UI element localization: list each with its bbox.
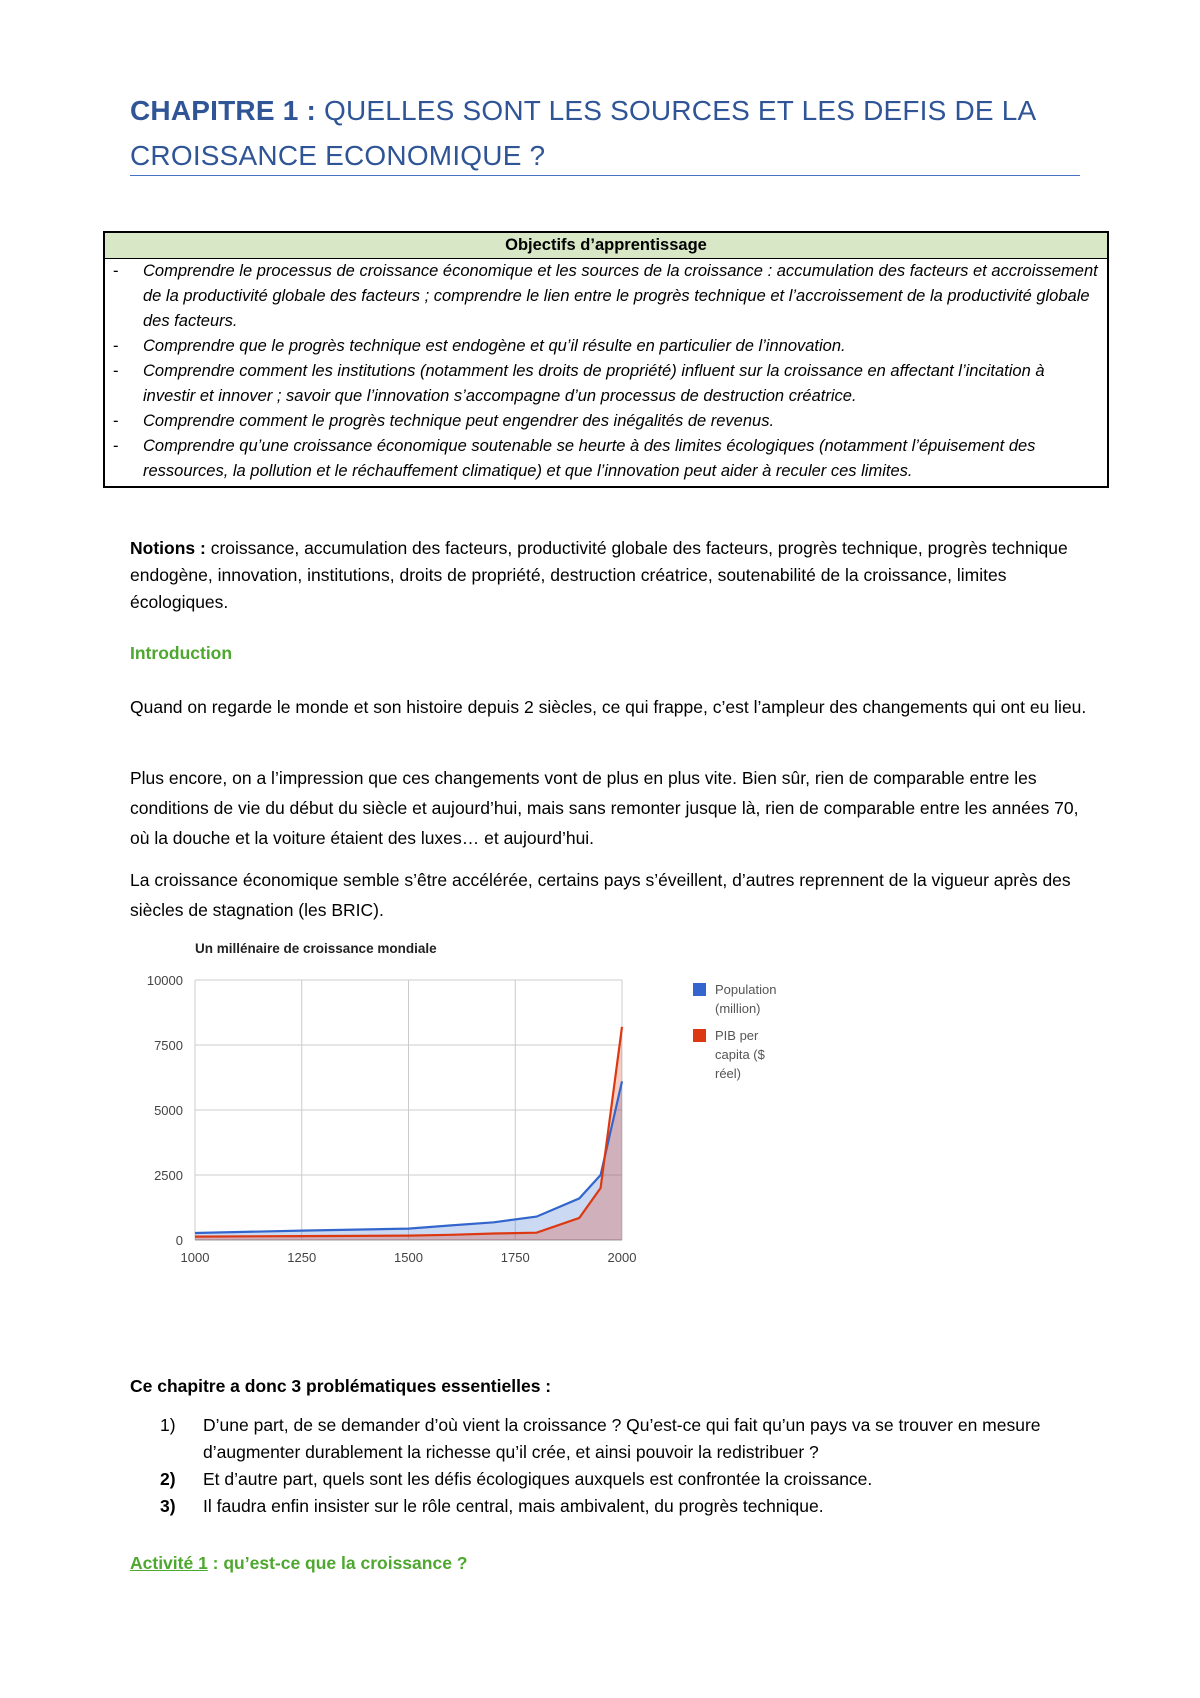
problems-list	[130, 1412, 1090, 1520]
growth-chart	[115, 935, 815, 1315]
objective-item: - Comprendre qu’une croissance économique soutenable se heurte à des limites écologiques (notamment l’épuisement des ressources, la pollution et le réchauffement climatique) et que l’innovation peut aider à reculer ces limites.	[113, 437, 1036, 480]
problem-item: 1) D’une part, de se demander d’où vient la croissance ? Qu’est-ce qui fait qu’un pays va se trouver en mesure d’augmenter durablement la richesse qu’il crée, et ainsi pouvoir la redistribuer ?	[160, 1415, 1041, 1462]
objective-item: - Comprendre que le progrès technique est endogène et qu’il résulte en particulier de l’innovation.	[113, 337, 846, 355]
objective-item: - Comprendre le processus de croissance économique et les sources de la croissance : accumulation des facteurs et accroissement de la productivité globale des facteurs ; comprendre le lien entre le progrès technique et l’accroissement de la productivité globale des facteurs.	[113, 262, 1098, 330]
intro-paragraph-3: La croissance économique semble s’être accélérée, certains pays s’éveillent, d’autres reprennent de la vigueur après des siècles de stagnation (les BRIC).	[130, 870, 1071, 920]
y-tick-label: 2500	[154, 1168, 183, 1183]
chapter-number: CHAPITRE 1 :	[130, 95, 316, 126]
x-tick-label: 1000	[180, 1250, 210, 1265]
legend-label: réel)	[715, 1066, 742, 1081]
objective-item: - Comprendre comment le progrès technique peut engendrer des inégalités de revenus.	[113, 412, 775, 430]
intro-heading: Introduction	[130, 643, 233, 663]
legend-label: Population	[715, 982, 777, 997]
y-tick-label: 10000	[146, 973, 183, 988]
problem-item: 2) Et d’autre part, quels sont les défis écologiques auxquels est confrontée la croissance.	[160, 1469, 873, 1489]
chart-legend	[693, 982, 776, 1081]
problems-intro: Ce chapitre a donc 3 problématiques essentielles :	[130, 1376, 552, 1396]
chapter-title-line1: QUELLES SONT LES SOURCES ET LES DEFIS DE LA	[323, 95, 1037, 126]
chart-grid	[195, 980, 622, 1240]
activity-heading	[130, 1550, 467, 1577]
x-tick-label: 2000	[607, 1250, 637, 1265]
legend-label: PIB per	[715, 1028, 759, 1043]
objectives-box	[103, 231, 1109, 488]
objectives-header: Objectifs d’apprentissage	[105, 233, 1107, 259]
notions-text: croissance, accumulation des facteurs, productivité globale des facteurs, progrès technique, progrès technique endogène, innovation, institutions, droits de propriété, destruction créatrice, soutenabilité de la croissance, limites écologiques.	[130, 538, 1068, 612]
legend-label: (million)	[715, 1001, 761, 1016]
intro-paragraph-2: Plus encore, on a l’impression que ces changements vont de plus en plus vite. Bien sûr, rien de comparable entre les conditions de vie du début du siècle et aujourd’hui, mais sans remonter jusque là, rien de comparable entre les années 70, où la douche et la voiture étaient des luxes… et aujourd’hui.	[130, 768, 1079, 848]
y-tick-label: 7500	[154, 1038, 183, 1053]
legend-swatch-gdp	[693, 1029, 706, 1042]
problem-item: 3) Il faudra enfin insister sur le rôle central, mais ambivalent, du progrès technique.	[160, 1496, 824, 1516]
intro-paragraph-1: Quand on regarde le monde et son histoire depuis 2 siècles, ce qui frappe, c’est l’ampleur des changements qui ont eu lieu.	[130, 697, 1087, 717]
x-tick-label: 1750	[500, 1250, 530, 1265]
chapter-title-line2: CROISSANCE ECONOMIQUE ?	[130, 140, 546, 171]
notions-paragraph	[130, 535, 1090, 616]
chapter-title	[130, 88, 1080, 178]
objective-item: - Comprendre comment les institutions (notamment les droits de propriété) influent sur la croissance en affectant l’incitation à investir et innover ; savoir que l’innovation s’accompagne d’un processus de destruction créatrice.	[113, 362, 1045, 405]
title-rule	[130, 175, 1080, 176]
y-tick-label: 5000	[154, 1103, 183, 1118]
legend-label: capita ($	[715, 1047, 765, 1062]
notions-label: Notions :	[130, 538, 206, 558]
x-tick-label: 1250	[287, 1250, 317, 1265]
chart-title: Un millénaire de croissance mondiale	[195, 941, 437, 956]
x-tick-label: 1500	[394, 1250, 423, 1265]
y-tick-label: 0	[175, 1233, 183, 1248]
activity-label: Activité 1	[130, 1553, 208, 1573]
objectives-list	[105, 259, 1107, 486]
legend-swatch-population	[693, 983, 706, 996]
activity-title: : qu’est-ce que la croissance ?	[207, 1553, 468, 1573]
